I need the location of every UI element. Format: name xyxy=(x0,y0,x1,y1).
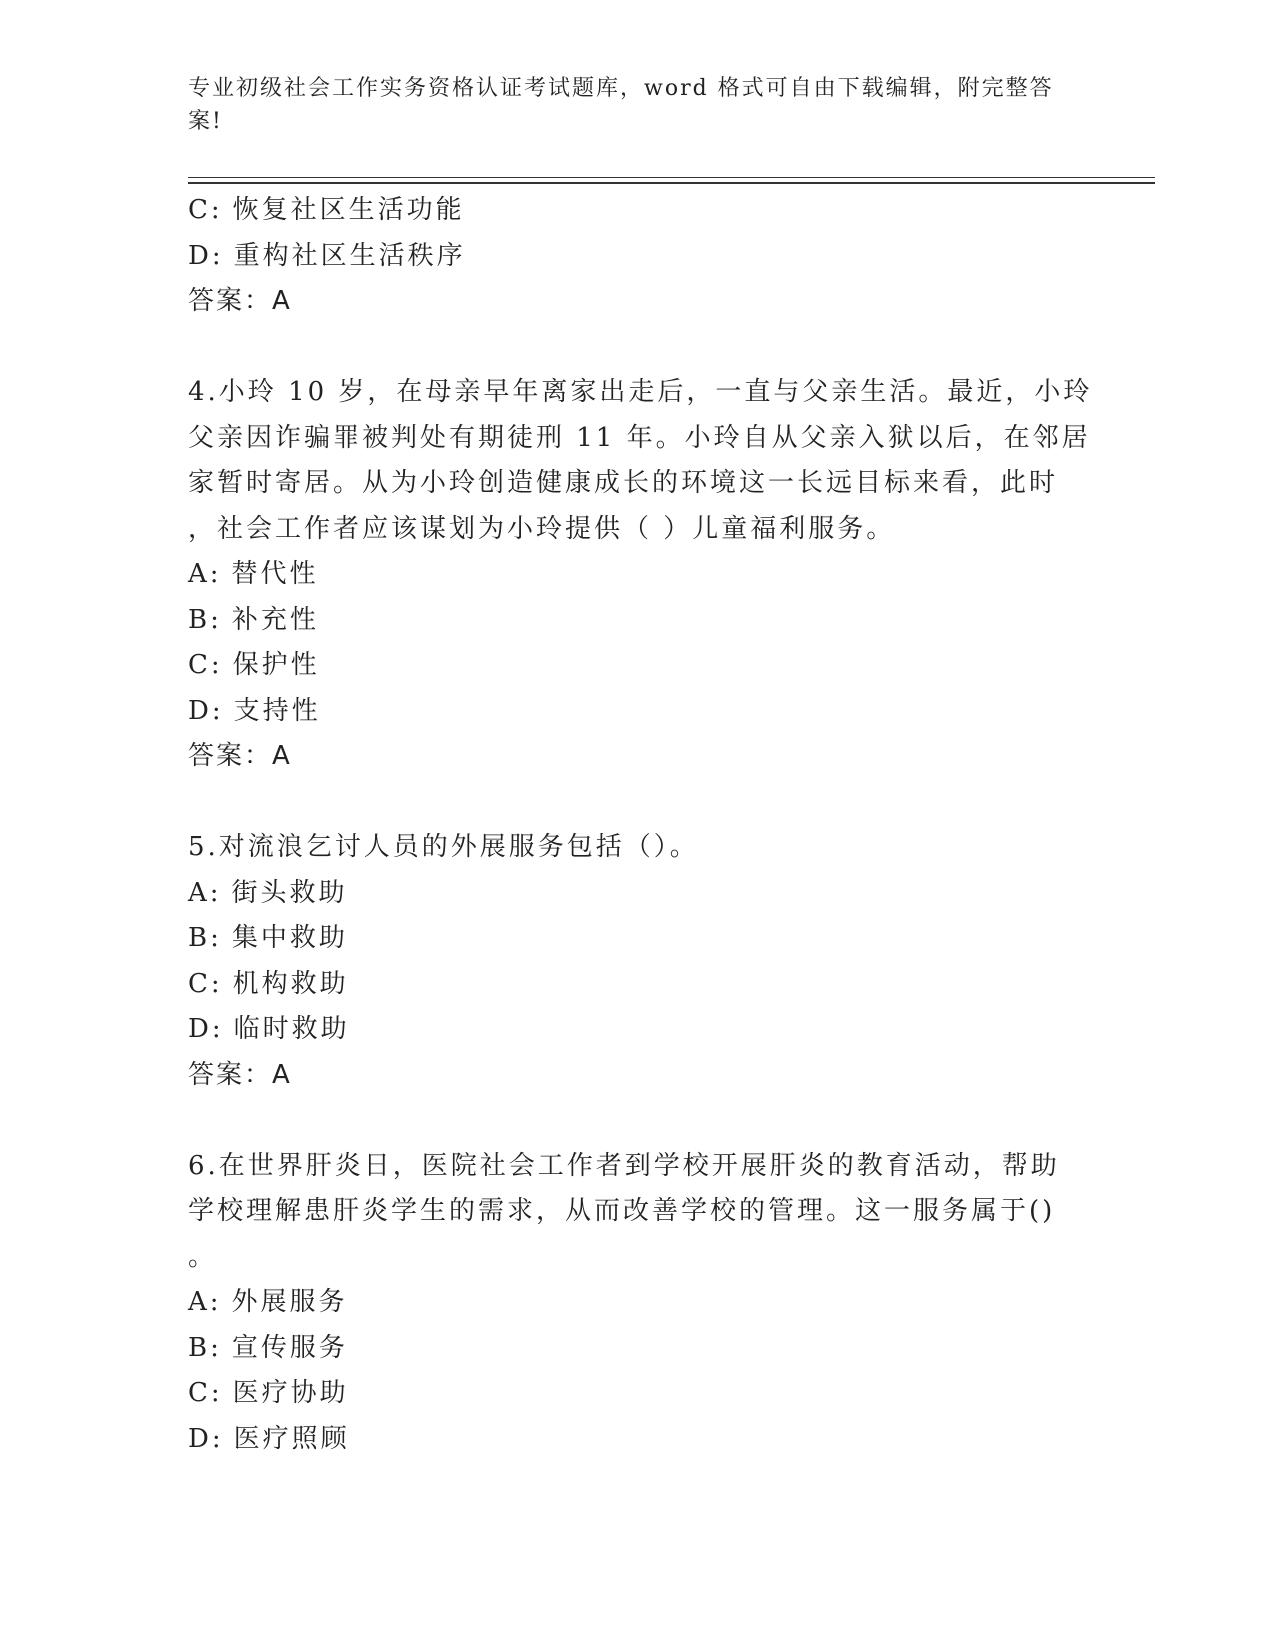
option-item: C: 机构救助 xyxy=(188,968,349,999)
option-item: D: 支持性 xyxy=(188,695,321,726)
question-text: 父亲因诈骗罪被判处有期徒刑 11 年。小玲自从父亲入狱以后，在邻居 xyxy=(188,422,1091,453)
option-item: B: 集中救助 xyxy=(188,923,348,953)
question-text: 家暂时寄居。从为小玲创造健康成长的环境这一长远目标来看，此时 xyxy=(188,468,1059,498)
answer-line: 答案：A xyxy=(188,741,292,771)
option-item: D: 临时救助 xyxy=(188,1014,350,1044)
option-item: B: 宣传服务 xyxy=(188,1332,348,1363)
header-line: 专业初级社会工作实务资格认证考试题库，word 格式可自由下载编辑，附完整答 xyxy=(188,76,1054,101)
option-item: D: 医疗照顾 xyxy=(188,1423,350,1454)
document-header xyxy=(188,72,1068,138)
option-item: C: 保护性 xyxy=(188,650,320,680)
answer-line: 答案：A xyxy=(188,1059,292,1090)
option-item: A: 替代性 xyxy=(188,559,319,589)
header-divider xyxy=(188,177,1155,178)
spacer xyxy=(188,780,1088,826)
header-line: 案! xyxy=(188,109,223,134)
question-block xyxy=(188,370,1093,780)
spacer xyxy=(188,1098,1088,1144)
question-text: 6.在世界肝炎日，医院社会工作者到学校开展肝炎的教育活动，帮助 xyxy=(188,1150,1060,1181)
answer-line: 答案：A xyxy=(188,286,292,316)
question-block xyxy=(188,825,1088,1098)
option-item: A: 街头救助 xyxy=(188,877,348,908)
option-item: D: 重构社区生活秩序 xyxy=(188,240,466,271)
question-text: 5.对流浪乞讨人员的外展服务包括（）。 xyxy=(188,832,699,862)
question-text: 4.小玲 10 岁，在母亲早年离家出走后，一直与父亲生活。最近，小玲 xyxy=(188,377,1093,407)
question-text: 。 xyxy=(188,1241,218,1272)
option-item: C: 医疗协助 xyxy=(188,1378,349,1408)
question-text: ，社会工作者应该谋划为小玲提供（ ）儿童福利服务。 xyxy=(188,513,896,544)
header-divider xyxy=(188,182,1155,184)
question-block xyxy=(188,188,1088,325)
option-item: B: 补充性 xyxy=(188,604,319,635)
question-text: 学校理解患肝炎学生的需求，从而改善学校的管理。这一服务属于() xyxy=(188,1196,1056,1226)
question-block xyxy=(188,1144,1088,1463)
question-list xyxy=(188,188,1093,1462)
spacer xyxy=(188,325,1088,371)
option-item: C: 恢复社区生活功能 xyxy=(188,195,465,225)
option-item: A: 外展服务 xyxy=(188,1287,348,1317)
